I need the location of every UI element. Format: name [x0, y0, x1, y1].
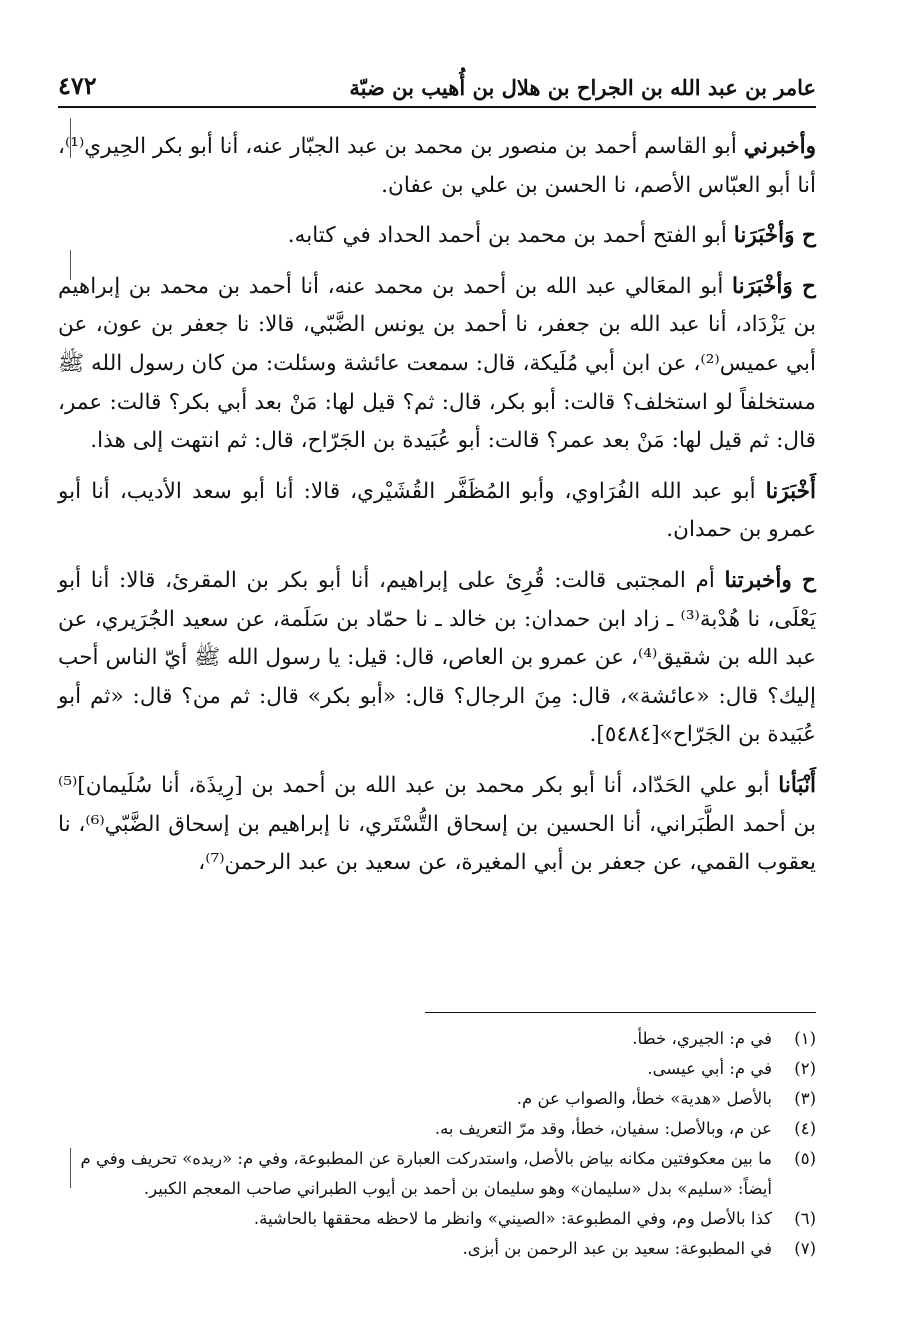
paragraph-lead: ح وَأخْبَرَنا: [733, 223, 816, 249]
footnote: [58, 1084, 816, 1114]
footnote: [58, 1024, 816, 1054]
footnote-number: (٣): [794, 1089, 816, 1108]
footnote-number: (٥): [794, 1149, 816, 1168]
paragraph-text: أبو عبد الله الفُرَاوي، وأبو المُظَفَّر القُشَيْري، قالا: أنا أبو سعد الأديب، أنا أبو عمرو بن حمدان.: [58, 478, 816, 543]
footnote-number: (٢): [794, 1059, 816, 1078]
footnote-number: (١): [794, 1029, 816, 1048]
footnote: [58, 1204, 816, 1234]
footnote-text: عن م، وبالأصل: سفيان، خطأ، وقد مرّ التعريف به.: [434, 1119, 772, 1138]
footnote-text: بالأصل «هدية» خطأ، والصواب عن م.: [516, 1089, 772, 1108]
footnotes: [58, 1024, 816, 1264]
footnote-separator: [425, 1012, 816, 1013]
main-text: [58, 128, 816, 895]
footnote-text: في م: أبي عيسى.: [647, 1059, 772, 1078]
paragraph-lead: أَنْبَأنا: [778, 772, 816, 798]
paragraph: [58, 473, 816, 550]
footnote: [58, 1144, 816, 1204]
paragraph: [58, 217, 816, 256]
paragraph: [58, 128, 816, 205]
paragraph-lead: ح وَأخْبَرَنا: [732, 273, 816, 299]
paragraph-text: أبو المعَالي عبد الله بن أحمد بن محمد عنه، أنا أحمد بن محمد بن إبراهيم بن يَزْدَاد، أنا عبد الله بن جعفر، نا أحمد بن يونس الضَّبّي، قالا: نا جعفر بن عون، عن أبي عميس⁽²⁾، عن ابن أبي مُلَيكة، قال: سمعت عائشة وسئلت: من كان رسول الله ﷺ مستخلفاً لو استخلف؟ قالت: أبو بكر، قال: ثم؟ قيل لها: مَنْ بعد أبي بكر؟ قالت: عمر، قال: ثم قيل لها: مَنْ بعد عمر؟ قالت: أبو عُبَيدة بن الجَرّاح، قال: ثم انتهت إلى هذا.: [58, 273, 816, 454]
footnote-text: في م: الجيري، خطأ.: [632, 1029, 772, 1048]
paragraph: [58, 767, 816, 883]
paragraph-lead: ح وأخبرتنا: [724, 567, 816, 593]
paragraph-text: أبو الفتح أحمد بن محمد بن أحمد الحداد في كتابه.: [287, 223, 727, 249]
footnote-number: (٦): [794, 1209, 816, 1228]
footnote-number: (٤): [794, 1119, 816, 1138]
paragraph: [58, 268, 816, 461]
footnote-text: ما بين معكوفتين مكانه بياض بالأصل، واستدركت العبارة عن المطبوعة، وفي م: «ريده» تحريف وفي م أيضاً: «سليم» بدل «سليمان» وهو سليمان بن أحمد بن أيوب الطبراني صاحب المعجم الكبير.: [80, 1149, 772, 1198]
footnote-text: كذا بالأصل وم، وفي المطبوعة: «الصيني» وانظر ما لاحظه محققها بالحاشية.: [253, 1209, 772, 1228]
page-header: [58, 64, 816, 108]
paragraph-lead: أَخْبَرَنا: [765, 478, 816, 504]
paragraph: [58, 562, 816, 755]
footnote: [58, 1054, 816, 1084]
footnote-number: (٧): [794, 1239, 816, 1258]
footnote: [58, 1114, 816, 1144]
footnote: [58, 1234, 816, 1264]
running-title: عامر بن عبد الله بن الجراح بن هلال بن أُهيب بن ضبّة: [349, 75, 816, 100]
paragraph-text: أبو علي الحَدّاد، أنا أبو بكر محمد بن عبد الله بن أحمد بن [رِيذَة، أنا سُلَيمان]⁽⁵⁾ بن أحمد الطَّبَراني، أنا الحسين بن إسحاق التُّسْتَري، نا إبراهيم بن إسحاق الضَّبّي⁽⁶⁾، نا يعقوب القمي، عن جعفر بن أبي المغيرة، عن سعيد بن عبد الرحمن⁽⁷⁾،: [58, 772, 816, 876]
page-number: ٤٧٢: [58, 71, 97, 100]
paragraph-text: أم المجتبى قالت: قُرِئ على إبراهيم، أنا أبو بكر بن المقرئ، قالا: أنا أبو يَعْلَى، نا هُدْبة⁽³⁾ ـ زاد ابن حمدان: بن خالد ـ نا حمّاد بن سَلَمة، عن سعيد الجُرَيري، عن عبد الله بن شقيق⁽⁴⁾، عن عمرو بن العاص، قال: قيل: يا رسول الله ﷺ أيّ الناس أحب إليك؟ قال: «عائشة»، قال: مِنَ الرجال؟ قال: «أبو بكر» قال: ثم من؟ قال: «ثم أبو عُبَيدة بن الجَرّاح»[٥٤٨٤].: [58, 567, 816, 748]
paragraph-text: أبو القاسم أحمد بن منصور بن محمد بن عبد الجبّار عنه، أنا أبو بكر الحِيري⁽¹⁾، أنا أبو العبّاس الأصم، نا الحسن بن علي بن عفان.: [58, 134, 816, 198]
paragraph-lead: وأخبرني: [743, 134, 816, 159]
footnote-text: في المطبوعة: سعيد بن عبد الرحمن بن أبزى.: [462, 1239, 772, 1258]
